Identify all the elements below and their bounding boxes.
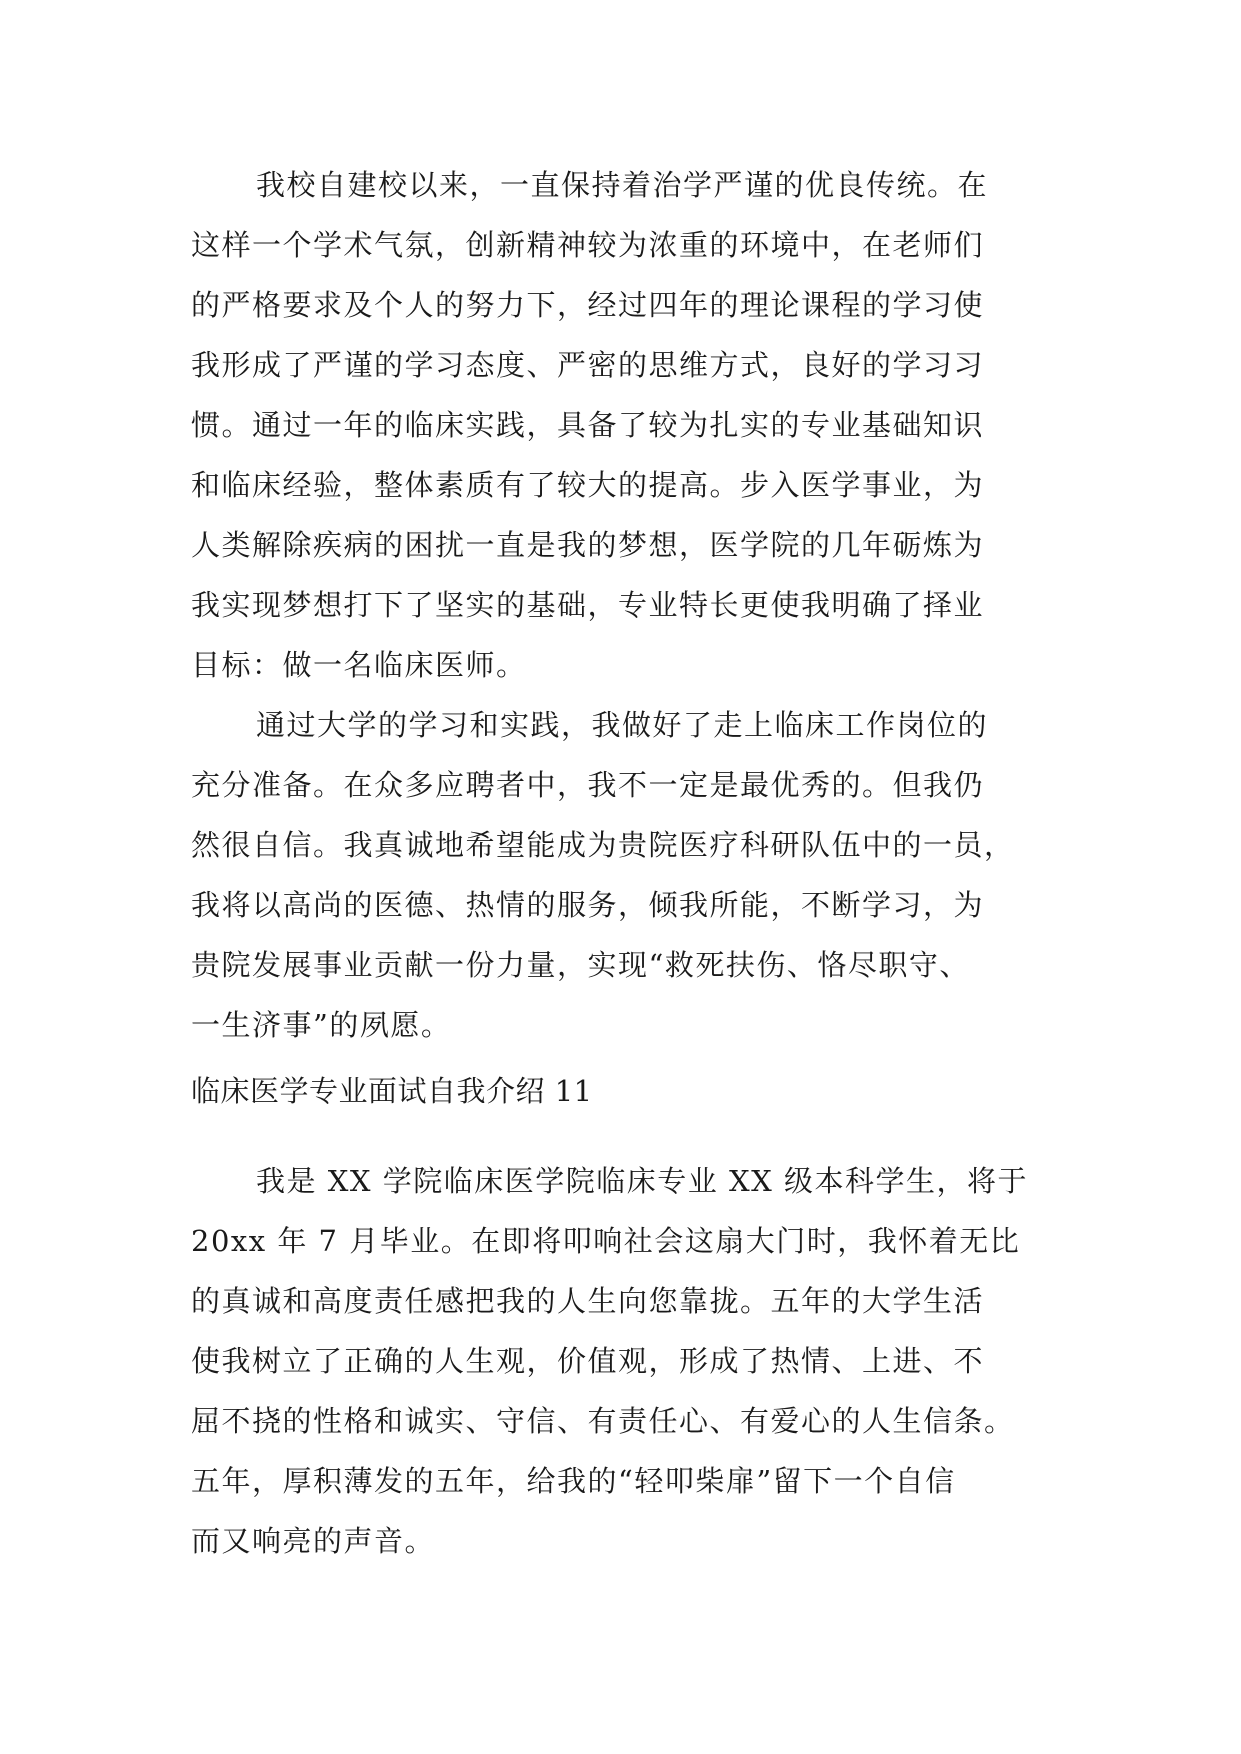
text-line: 我实现梦想打下了坚实的基础，专业特长更使我明确了择业 <box>191 588 985 622</box>
text-line: 目标：做一名临床医师。 <box>191 648 527 682</box>
text-line: 屈不挠的性格和诚实、守信、有责任心、有爱心的人生信条。 <box>191 1404 1015 1438</box>
text-line: 我形成了严谨的学习态度、严密的思维方式，良好的学习习 <box>191 348 985 382</box>
text-line: 通过大学的学习和实践，我做好了走上临床工作岗位的 <box>256 708 989 742</box>
text-line: 惯。通过一年的临床实践，具备了较为扎实的专业基础知识 <box>191 408 985 442</box>
text-line: 而又响亮的声音。 <box>191 1524 436 1558</box>
paragraph-2 <box>191 695 1051 1055</box>
text-line: 的严格要求及个人的努力下，经过四年的理论课程的学习使 <box>191 288 985 322</box>
text-line: 五年，厚积薄发的五年，给我的“轻叩柴扉”留下一个自信 <box>191 1464 956 1498</box>
text-line: 这样一个学术气氛，创新精神较为浓重的环境中，在老师们 <box>191 228 985 262</box>
paragraph-1 <box>191 155 1051 695</box>
text-line: 充分准备。在众多应聘者中，我不一定是最优秀的。但我仍 <box>191 768 985 802</box>
text-line: 我是 XX 学院临床医学院临床专业 XX 级本科学生，将于 <box>256 1164 1028 1198</box>
text-line: 20xx 年 7 月毕业。在即将叩响社会这扇大门时，我怀着无比 <box>191 1224 1021 1258</box>
text-line: 我校自建校以来，一直保持着治学严谨的优良传统。在 <box>256 168 989 202</box>
text-line: 然很自信。我真诚地希望能成为贵院医疗科研队伍中的一员， <box>191 828 1015 862</box>
text-line: 一生济事”的夙愿。 <box>191 1008 452 1042</box>
text-line: 的真诚和高度责任感把我的人生向您靠拢。五年的大学生活 <box>191 1284 985 1318</box>
text-line: 人类解除疾病的困扰一直是我的梦想，医学院的几年砺炼为 <box>191 528 985 562</box>
text-line: 贵院发展事业贡献一份力量，实现“救死扶伤、恪尽职守、 <box>191 948 970 982</box>
paragraph-3 <box>191 1151 1051 1571</box>
text-line: 我将以高尚的医德、热情的服务，倾我所能，不断学习，为 <box>191 888 985 922</box>
text-line: 和临床经验，整体素质有了较大的提高。步入医学事业，为 <box>191 468 985 502</box>
text-line: 使我树立了正确的人生观，价值观，形成了热情、上进、不 <box>191 1344 985 1378</box>
section-title: 临床医学专业面试自我介绍 11 <box>191 1074 593 1108</box>
